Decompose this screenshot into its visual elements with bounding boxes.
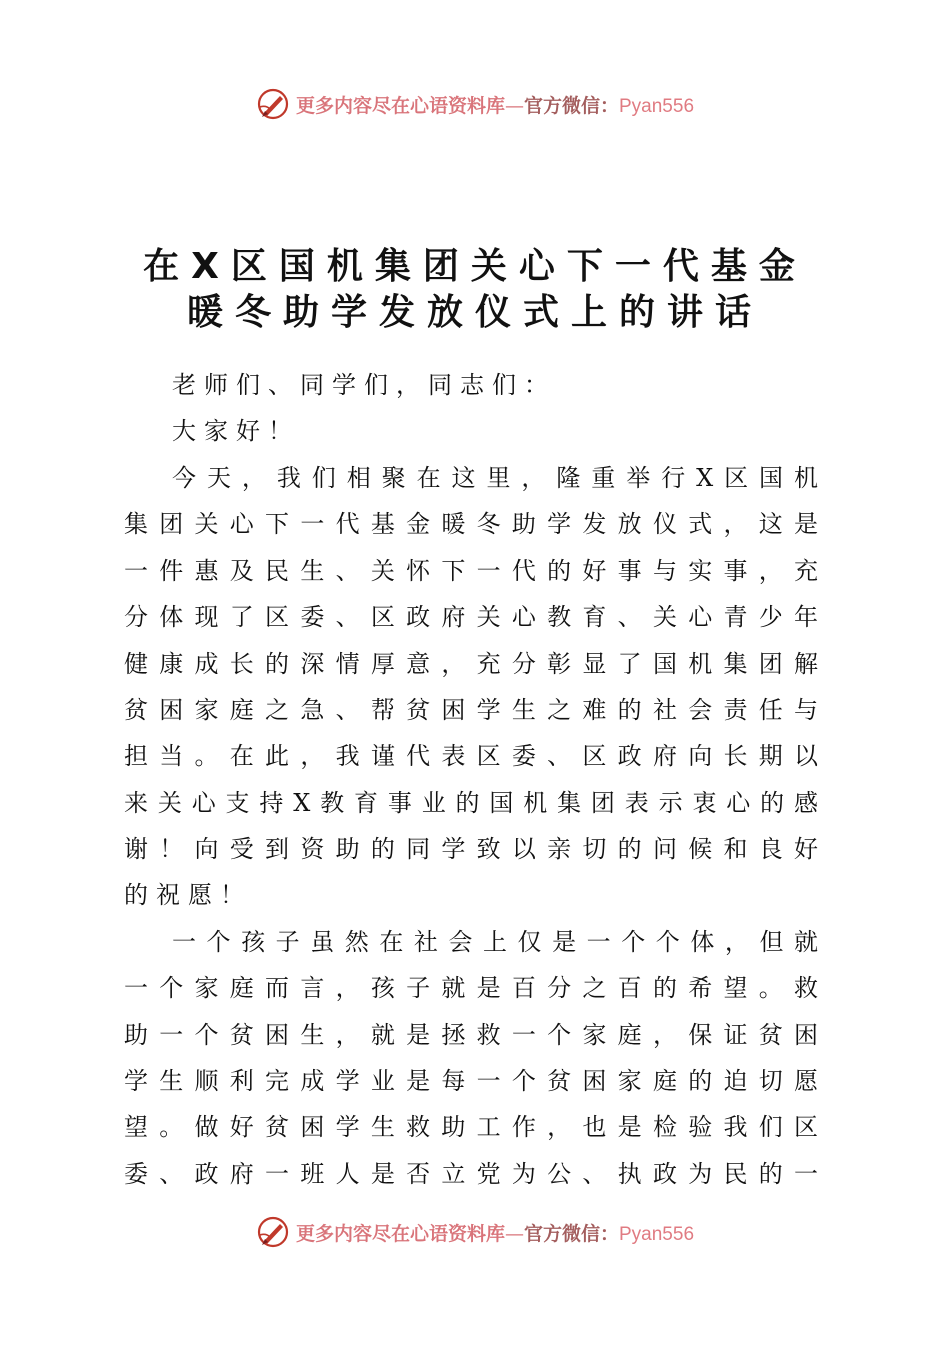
watermark-banner-top [0, 84, 950, 124]
pen-logo-icon [256, 1215, 290, 1249]
watermark-dash: — [504, 1222, 524, 1245]
body-line: 一件惠及民生、关怀下一代的好事与实事，充 [124, 557, 818, 585]
body-line: 助一个贫困生，就是拯救一个家庭，保证贫困 [124, 1021, 818, 1049]
watermark-site-text: 更多内容尽在心语资料库 [295, 94, 505, 117]
body-line: 谢！向受到资助的同学致以亲切的问候和良好 [124, 835, 818, 863]
watermark-wechat-label: 官方微信： [523, 94, 619, 117]
watermark-site-text: 更多内容尽在心语资料库 [295, 1222, 505, 1245]
body-line: 健康成长的深情厚意，充分彰显了国机集团解 [124, 650, 818, 678]
body-line: 大家好！ [172, 417, 300, 445]
body-line: 望。做好贫困学生救助工作，也是检验我们区 [124, 1113, 818, 1141]
body-line: 担当。在此，我谨代表区委、区政府向长期以 [124, 742, 818, 770]
body-line: 学生顺利完成学业是每一个贫困家庭的迫切愿 [124, 1067, 818, 1095]
title-line-2: 暖冬助学发放仪式上的讲话 [186, 292, 763, 333]
body-line: 一个孩子虽然在社会上仅是一个个体，但就 [172, 928, 818, 956]
body-line: 今天，我们相聚在这里，隆重举行X区国机 [172, 464, 818, 492]
watermark-dash: — [504, 94, 524, 117]
body-line: 集团关心下一代基金暖冬助学发放仪式，这是 [124, 510, 818, 538]
watermark-wechat-label: 官方微信： [523, 1222, 619, 1245]
body-line: 委、政府一班人是否立党为公、执政为民的一 [124, 1160, 818, 1188]
body-line: 老师们、同学们，同志们： [172, 371, 556, 399]
body-line: 分体现了区委、区政府关心教育、关心青少年 [124, 603, 818, 631]
watermark-wechat-id: Pyan556 [619, 95, 695, 117]
body-line: 一个家庭而言，孩子就是百分之百的希望。救 [124, 974, 818, 1002]
body-line: 的祝愿！ [124, 881, 252, 909]
document-title [100, 244, 850, 336]
title-line-1: 在X区国机集团关心下一代基金 [143, 246, 807, 287]
pen-logo-icon [256, 87, 290, 121]
watermark-banner-bottom [0, 1212, 950, 1252]
body-line: 贫困家庭之急、帮贫困学生之难的社会责任与 [124, 696, 818, 724]
body-line: 来关心支持X教育事业的国机集团表示衷心的感 [124, 789, 818, 817]
watermark-wechat-id: Pyan556 [619, 1223, 695, 1245]
